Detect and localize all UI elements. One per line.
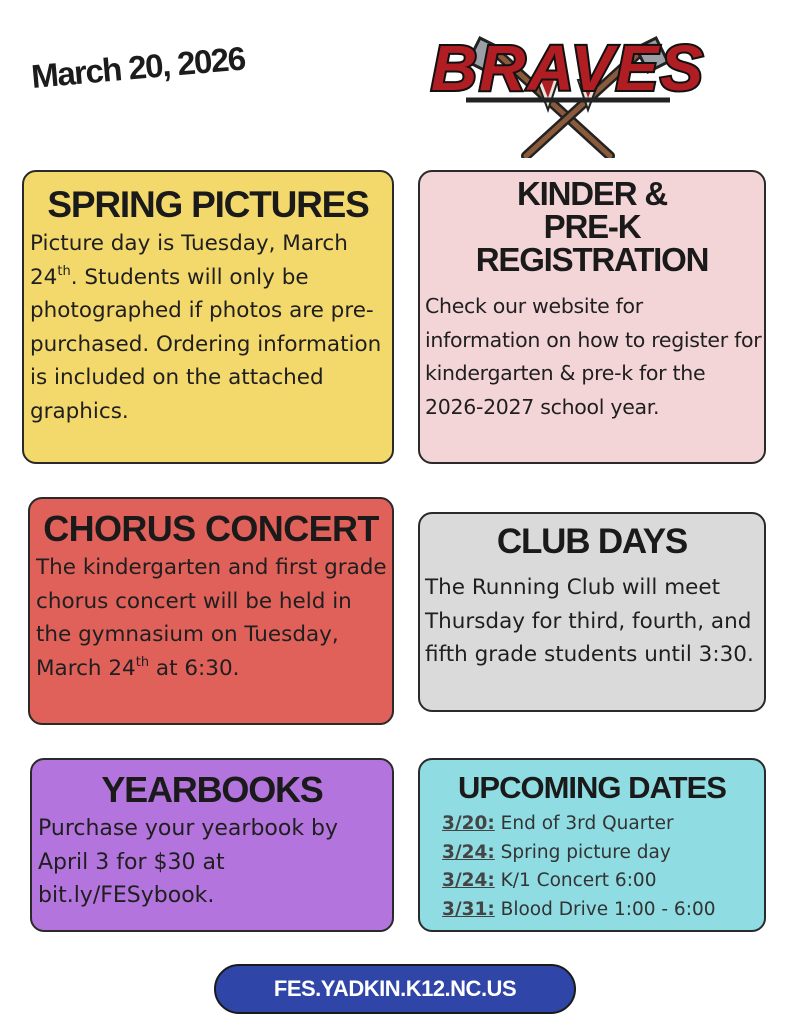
yearbooks-card [30,758,394,932]
dates-list [442,810,764,924]
card-title: CLUB DAYS [496,522,688,561]
card-title: YEARBOOKS [101,769,323,810]
list-item: 3/24: Spring picture day [442,841,671,863]
spring-pictures-card [22,170,394,464]
logo-text: BRAVES [431,32,705,104]
list-item: 3/20: End of 3rd Quarter [442,813,674,834]
newsletter-date: March 20, 2026 [29,39,246,95]
card-body: Check our website for information on how to register for kindergarten & pre-k for the 2026-2027 school year. [425,294,762,419]
chorus-concert-card [28,497,394,725]
card-title: UPCOMING DATES [458,770,726,805]
card-title: SPRING PICTURES [47,184,369,225]
card-body: The Running Club will meet Thursday for third, fourth, and fifth grade students until 3:30. [425,575,754,667]
card-title: KINDER & PRE-K REGISTRATION [475,175,709,278]
card-body: Purchase your yearbook by April 3 for $30 at bit.ly/FESybook. [38,816,339,908]
card-title: CHORUS CONCERT [43,508,379,549]
website-link[interactable]: FES.YADKIN.K12.NC.US [214,964,576,1014]
card-body: Picture day is Tuesday, March 24th. Students will only be photographed if photos are pre-purchased. Ordering information is included on the attached graphics. [30,231,382,424]
list-item: 3/24: K/1 Concert 6:00 [442,870,657,891]
list-item: 3/31: Blood Drive 1:00 - 6:00 [442,898,716,920]
upcoming-dates-card [418,758,766,932]
braves-logo [388,18,748,158]
card-body: The kindergarten and first grade chorus concert will be held in the gymnasium on Tuesday, March 24th at 6:30. [36,555,387,681]
club-days-card [418,512,766,712]
kinder-registration-card [418,170,766,464]
